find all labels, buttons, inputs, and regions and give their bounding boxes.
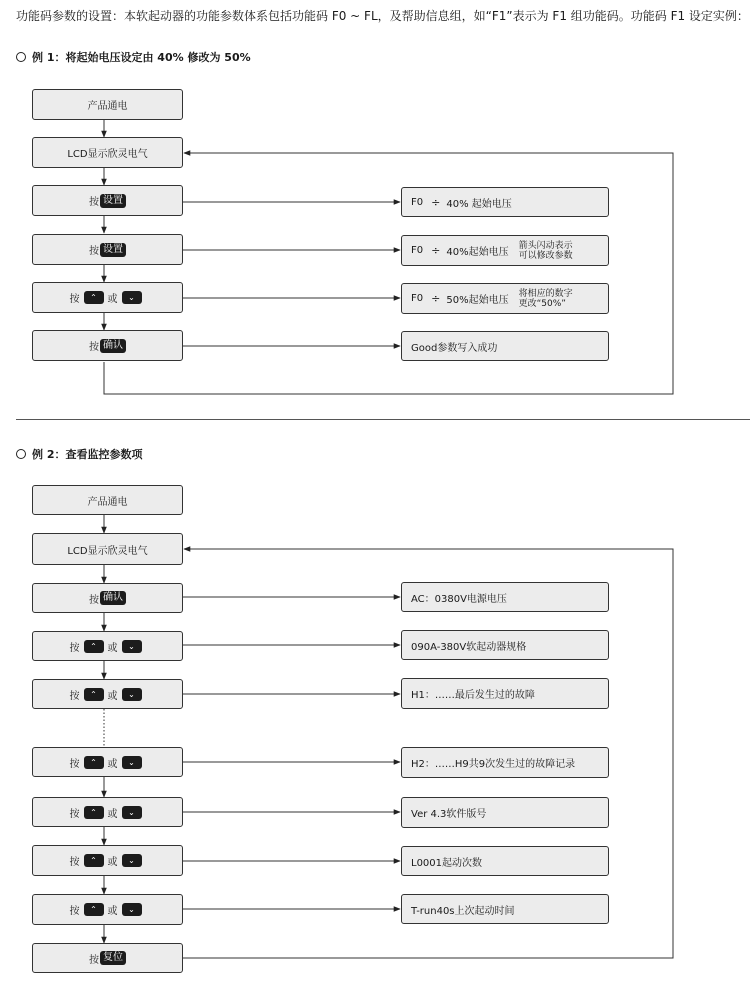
ex2-result-4: H2：……H9共9次发生过的故障记录	[401, 747, 609, 778]
reset-key: 复位	[100, 951, 126, 965]
ex2-result-2: 090A-380V软起动器规格	[401, 630, 609, 660]
down-arrow-key-icon: ⌄	[122, 903, 142, 916]
ex2-power-on-box: 产品通电	[32, 485, 183, 515]
confirm-key: 确认	[100, 591, 126, 605]
up-arrow-key-icon: ⌃	[84, 688, 104, 701]
ex1-press-confirm-box: 按 确认	[32, 330, 183, 361]
ex2-press-updown-box-3: 按 ⌃ 或 ⌄	[32, 747, 183, 777]
up-arrow-key-icon: ⌃	[84, 854, 104, 867]
down-arrow-key-icon: ⌄	[122, 756, 142, 769]
ex1-result-2: F0 ÷ 40%起始电压 箭头闪动表示 可以修改参数	[401, 235, 609, 266]
up-arrow-key-icon: ⌃	[84, 756, 104, 769]
flash-arrow-icon: ÷	[431, 292, 441, 305]
set-key: 设置	[100, 243, 126, 257]
down-arrow-key-icon: ⌄	[122, 688, 142, 701]
ex2-result-7: T-run40s上次起动时间	[401, 894, 609, 924]
ex2-press-updown-box-5: 按 ⌃ 或 ⌄	[32, 845, 183, 876]
flash-arrow-icon: ÷	[431, 195, 441, 209]
ex1-result-3: F0 ÷ 50%起始电压 将相应的数字 更改“50%”	[401, 283, 609, 314]
ex2-result-5: Ver 4.3软件版号	[401, 797, 609, 828]
flash-arrow-icon: ÷	[431, 244, 441, 257]
ex2-press-updown-box-1: 按 ⌃ 或 ⌄	[32, 631, 183, 661]
ex1-result-4: Good参数写入成功	[401, 331, 609, 361]
ex1-press-set-box-2: 按 设置	[32, 234, 183, 265]
example2-title: 例 2：查看监控参数项	[16, 446, 142, 462]
ex1-power-on-box: 产品通电	[32, 89, 183, 120]
ex2-result-1: AC：0380V电源电压	[401, 582, 609, 612]
down-arrow-key-icon: ⌄	[122, 854, 142, 867]
ex2-lcd-display-box: LCD显示欣灵电气	[32, 533, 183, 565]
ex2-result-6: L0001起动次数	[401, 846, 609, 876]
down-arrow-key-icon: ⌄	[122, 806, 142, 819]
ex1-press-updown-box: 按 ⌃ 或 ⌄	[32, 282, 183, 313]
ex1-result-1: F0 ÷ 40% 起始电压	[401, 187, 609, 217]
ex2-press-confirm-box: 按 确认	[32, 583, 183, 613]
ex2-press-updown-box-6: 按 ⌃ 或 ⌄	[32, 894, 183, 925]
up-arrow-key-icon: ⌃	[84, 291, 104, 304]
ex2-press-reset-box: 按 复位	[32, 943, 183, 973]
up-arrow-key-icon: ⌃	[84, 640, 104, 653]
down-arrow-key-icon: ⌄	[122, 291, 142, 304]
intro-text: 功能码参数的设置：本软起动器的功能参数体系包括功能码 F0 ~ FL，及帮助信息组，如“F1”表示为 F1 组功能码。功能码 F1 设定实例：	[16, 9, 749, 23]
ex1-press-set-box-1: 按 设置	[32, 185, 183, 216]
up-arrow-key-icon: ⌃	[84, 806, 104, 819]
ex2-press-updown-box-2: 按 ⌃ 或 ⌄	[32, 679, 183, 709]
ex1-lcd-display-box: LCD显示欣灵电气	[32, 137, 183, 168]
example1-title: 例 1：将起始电压设定由 40% 修改为 50%	[16, 49, 251, 65]
confirm-key: 确认	[100, 339, 126, 353]
down-arrow-key-icon: ⌄	[122, 640, 142, 653]
up-arrow-key-icon: ⌃	[84, 903, 104, 916]
ex2-press-updown-box-4: 按 ⌃ 或 ⌄	[32, 797, 183, 827]
ex2-result-3: H1：……最后发生过的故障	[401, 678, 609, 709]
set-key: 设置	[100, 194, 126, 208]
